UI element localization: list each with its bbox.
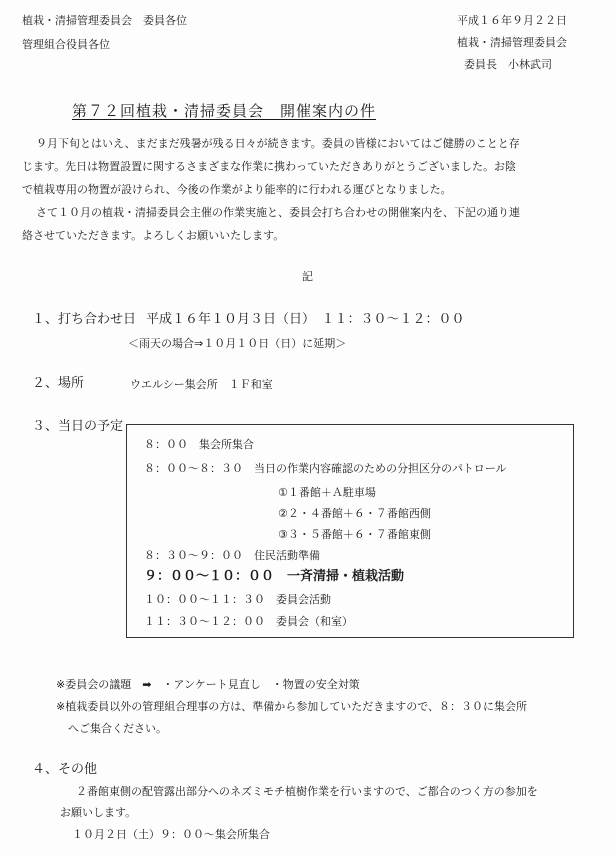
other-line-2: お願いします。: [60, 806, 137, 819]
ki-heading: 記: [302, 270, 313, 283]
patrol-area-2: ②２・４番館＋６・７番館西側: [278, 507, 431, 520]
sender-name: 委員長 小林武司: [464, 58, 552, 71]
paragraph-1-line-1: ９月下旬とはいえ、まだまだ残暑が残る日々が続きます。委員の皆様においてはご健勝のことと存: [36, 137, 520, 150]
schedule-row-5: １０：００～１１：３０ 委員会活動: [144, 593, 331, 606]
schedule-row-1: ８：００ 集会所集合: [144, 438, 254, 451]
recipient-line-2: 管理組合役員各位: [22, 38, 110, 51]
recipient-line-1: 植栽・清掃管理委員会 委員各位: [22, 14, 187, 27]
board-note-line-1: ※植栽委員以外の管理組合理事の方は、準備から参加していただきますので、８：３０に集会所: [56, 700, 527, 713]
paragraph-1-line-3: で植栽専用の物置が設けられ、今後の作業がより能率的に行われる運びとなりました。: [22, 183, 452, 196]
item-1-value: 平成１６年１０月３日（日） １１：３０～１２：００: [146, 312, 465, 327]
paragraph-2-line-1: さて１０月の植栽・清掃委員会主催の作業実施と、委員会打ち合わせの開催案内を、下記の通り連: [36, 206, 520, 219]
item-2-value: ウエルシー集会所 １Ｆ和室: [130, 378, 273, 391]
item-3-label: ３、当日の予定: [32, 419, 124, 434]
document-date: 平成１６年９月２２日: [457, 14, 567, 27]
schedule-row-4: ９：００～１０：００ 一斉清掃・植栽活動: [144, 569, 405, 584]
item-1-rain-note: ＜雨天の場合⇒１０月１０日（日）に延期＞: [128, 337, 347, 350]
item-2-label: ２、場所: [32, 376, 85, 391]
agenda-note: ※委員会の議題 ➡ ・アンケート見直し ・物置の安全対策: [56, 678, 360, 691]
schedule-row-6: １１：３０～１２：００ 委員会（和室）: [144, 615, 353, 628]
item-4-label: ４、その他: [32, 762, 98, 777]
sender-organization: 植栽・清掃管理委員会: [457, 36, 567, 49]
other-line-3: １０月２日（土）９：００～集会所集合: [72, 828, 270, 841]
document-title: 第７２回植栽・清掃委員会 開催案内の件: [72, 102, 377, 120]
patrol-area-1: ①１番館＋Ａ駐車場: [278, 486, 376, 499]
patrol-area-3: ③３・５番館＋６・７番館東側: [278, 528, 431, 541]
paragraph-1-line-2: じます。先日は物置設置に関するさまざまな作業に携わっていただきありがとうございました。お陰: [22, 160, 517, 173]
schedule-row-3: ８：３０～９：００ 住民活動準備: [144, 549, 320, 562]
board-note-line-2: へご集合ください。: [68, 722, 167, 735]
schedule-row-2: ８：００～８：３０ 当日の作業内容確認のための分担区分のパトロール: [144, 462, 507, 475]
paragraph-2-line-2: 絡させていただきます。よろしくお願いいたします。: [22, 229, 285, 242]
other-line-1: ２番館東側の配管露出部分へのネズミモチ植樹作業を行いますので、ご都合のつく方の参加を: [76, 785, 538, 798]
item-1-label: １、打ち合わせ日: [32, 312, 137, 327]
